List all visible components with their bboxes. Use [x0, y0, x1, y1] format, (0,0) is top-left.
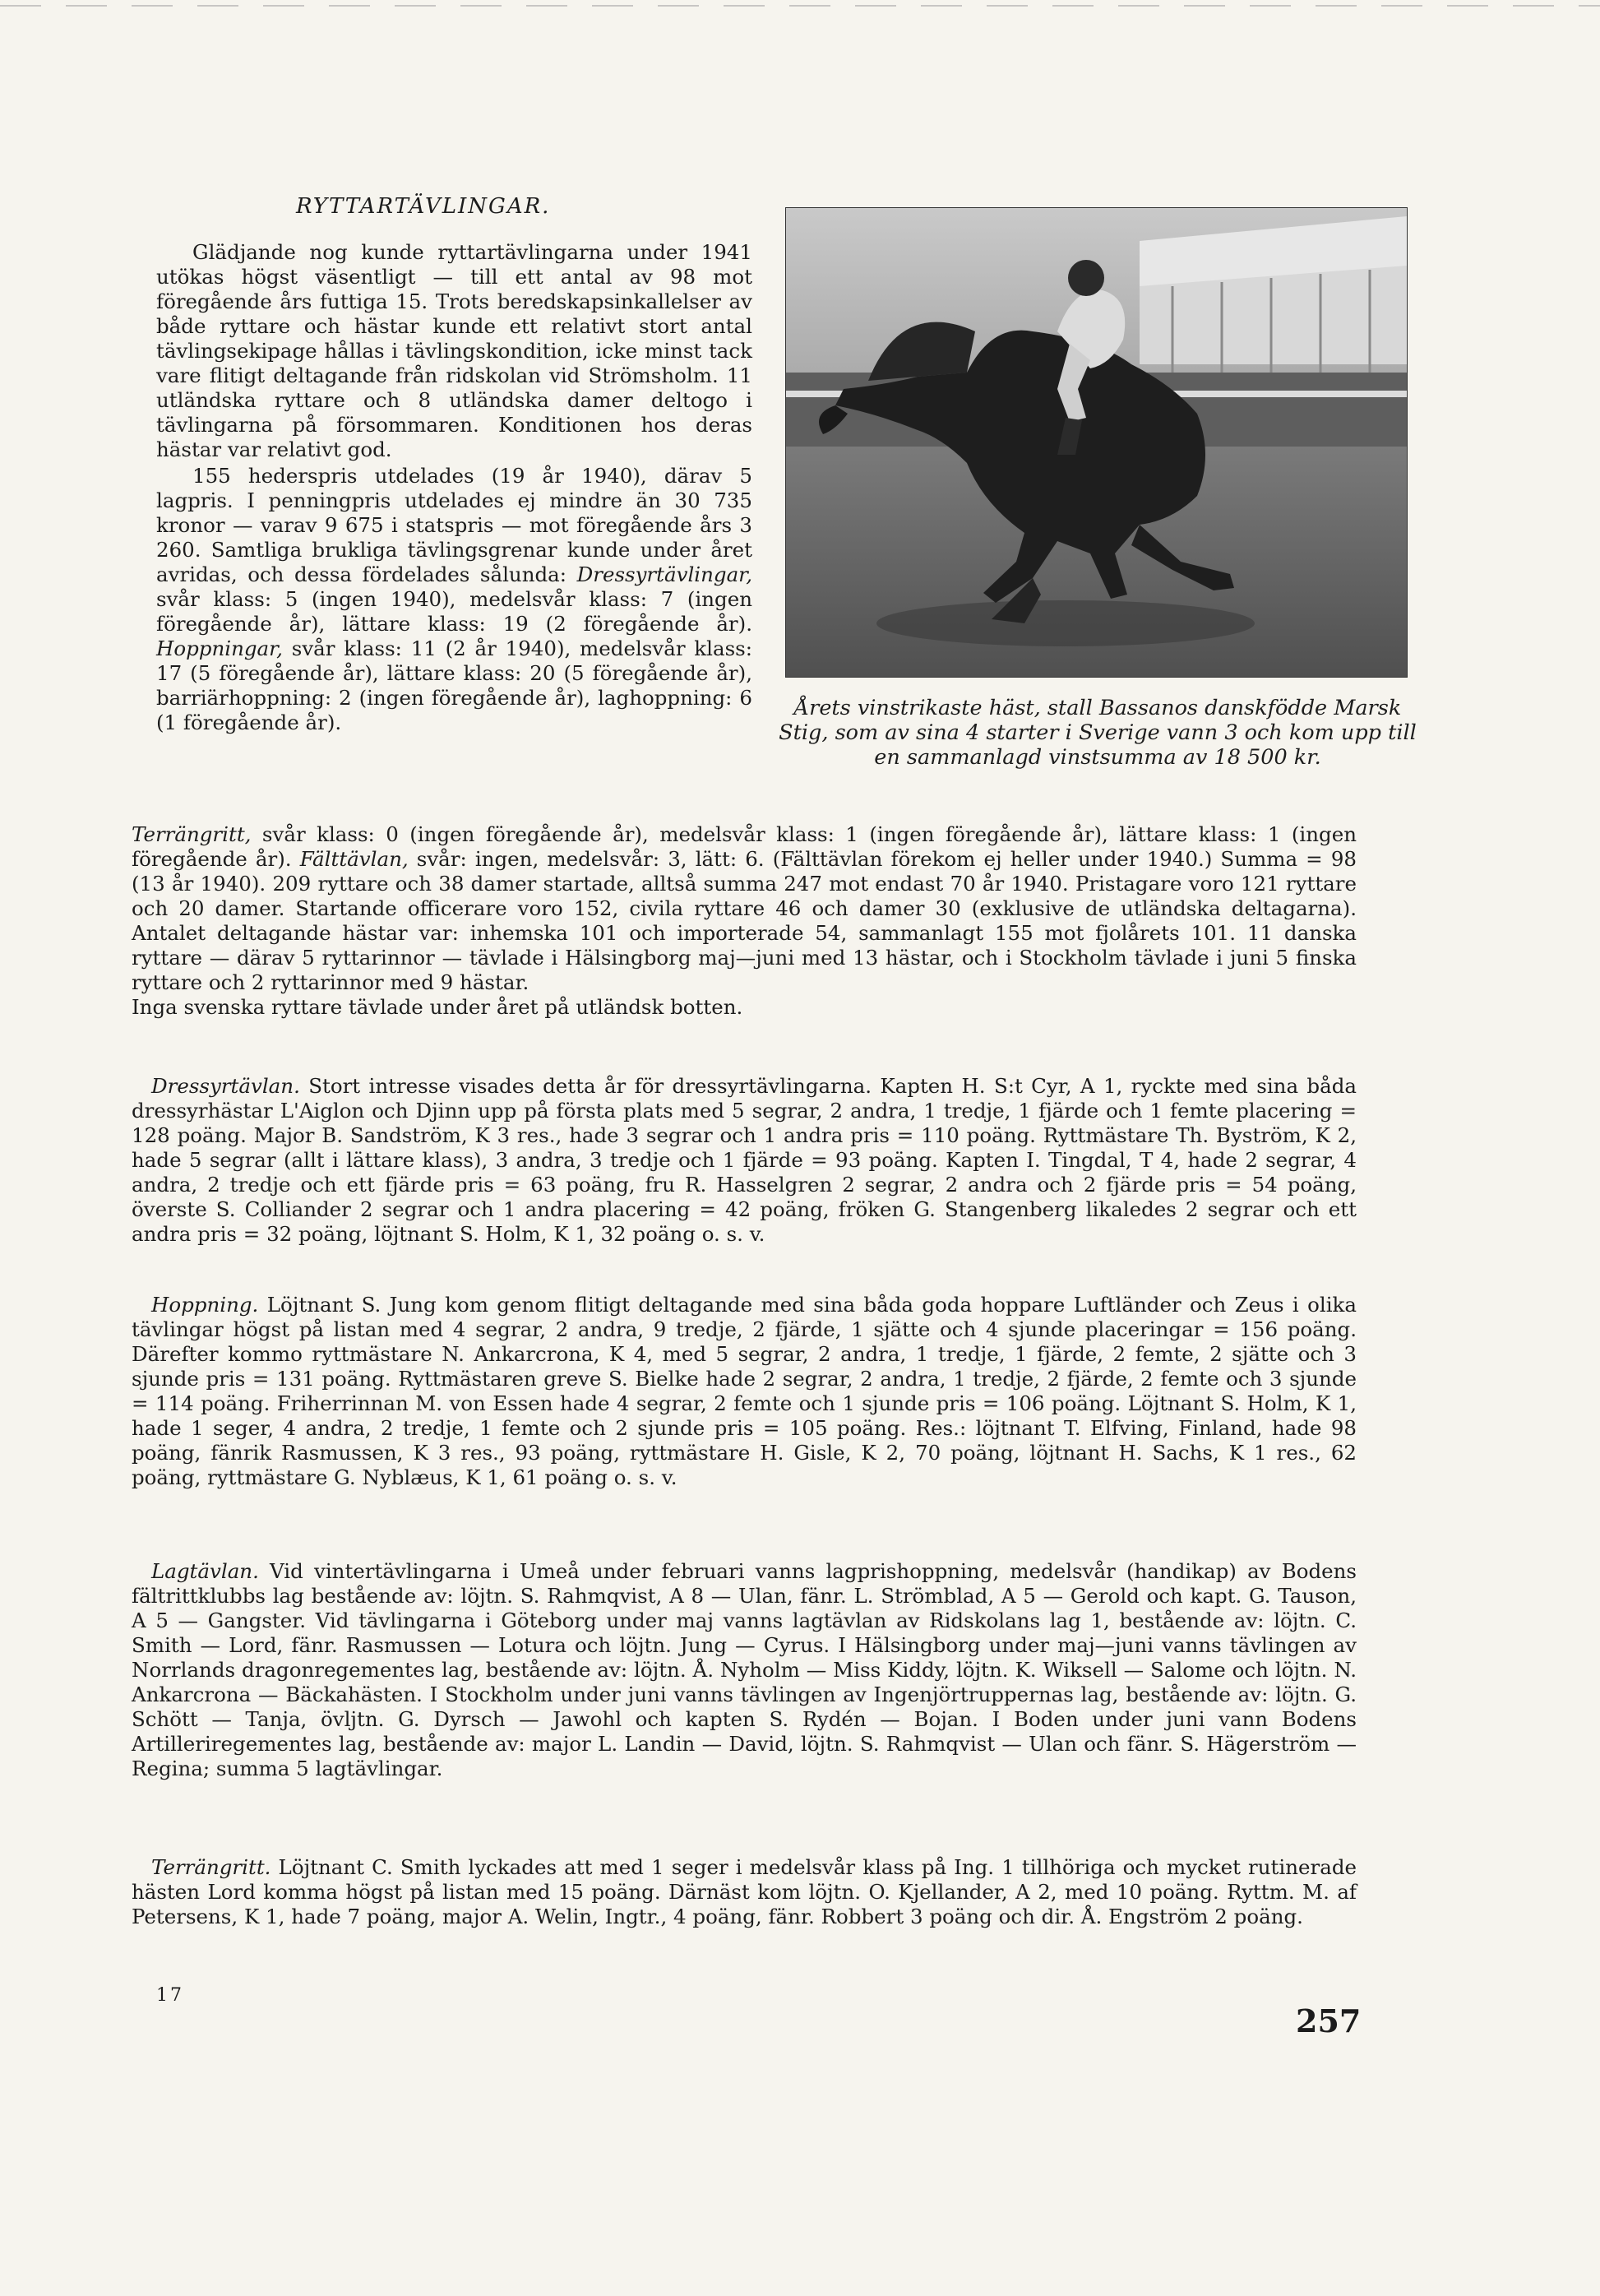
section-heading: RYTTARTÄVLINGAR. — [296, 194, 551, 219]
term-terrangritt: Terrängritt, — [132, 822, 252, 846]
signature-mark: 17 — [156, 1985, 184, 2006]
lagtavlan-title: Lagtävlan. — [151, 1559, 259, 1583]
falttavlan-and-summary: svår: ingen, medelsvår: 3, lätt: 6. (Fälttävlan förekom ej heller under 1940.) Summa = 98 (13 år 1940). 209 ryttare och 38 damer startade, alltså summa 247 mot endast 70 år 1940. Pristagare voro 121 ryttare och 20 damer. Startande officerare voro 152, civila ryttare 46 och damer 30 (exklusive de utländska deltagarna). Antalet deltagande hästar var: inhemska 101 och importerade 54, sammanlagt 155 mot fjolårets 101. 11 danska ryttare — därav 5 ryttarinnor — tävlade i Hälsingborg maj—juni med 13 hästar, och i Stockholm tävlade i juni 5 finska ryttare och 2 ryttarinnor med 9 hästar. — [132, 847, 1357, 994]
term-dressyrtavlingar: Dressyrtävlingar, — [576, 562, 752, 586]
dressyr-section — [132, 1074, 1357, 1247]
horse-photo-image — [786, 208, 1407, 677]
page-number: 257 — [1296, 2002, 1362, 2039]
hoppning-text: Löjtnant S. Jung kom genom flitigt deltagande med sina båda goda hoppare Luftländer och Zeus i olika tävlingar högst på listan med 4 segrar, 2 andra, 9 tredje, 2 fjärde, 1 sjätte och 4 sjunde placeringar = 156 poäng. Därefter kommo ryttmästare N. Ankarcrona, K 4, med 5 segrar, 2 andra, 1 tredje, 1 fjärde, 2 femte, 2 sjätte och 3 sjunde pris = 131 poäng. Ryttmästaren greve S. Bielke hade 2 segrar, 2 andra, 1 tredje, 2 fjärde, 2 femte och 3 sjunde = 114 poäng. Friherrinnan M. von Essen hade 4 segrar, 2 femte och 1 sjunde pris = 106 poäng. Löjtnant S. Holm, K 1, hade 1 seger, 4 andra, 2 tredje, 1 femte och 2 sjunde pris = 105 poäng. Res.: löjtnant T. Elfving, Finland, hade 98 poäng, fänrik Rasmussen, K 3 res., 93 poäng, ryttmästare H. Gisle, K 2, 70 poäng, löjtnant H. Sachs, K 1 res., 62 poäng, ryttmästare G. Nyblæus, K 1, 61 poäng o. s. v. — [132, 1293, 1357, 1489]
horse-photo — [785, 207, 1408, 678]
terrangritt-paragraph — [132, 1855, 1357, 1929]
lagtavlan-section — [132, 1559, 1357, 1781]
hoppning-paragraph — [132, 1293, 1357, 1490]
lagtavlan-paragraph — [132, 1559, 1357, 1781]
lead-paragraph-2-text: 155 hederspris utdelades (19 år 1940), därav 5 lagpris. I penningpris utdelades ej mindre än 30 735 kronor — varav 9 675 i statspris — mot föregående års 3 260. Samtliga brukliga tävlingsgrenar kunde under året avridas, och dessa fördelades sålunda: — [156, 464, 752, 586]
dressyr-title: Dressyrtävlan. — [151, 1074, 300, 1098]
terrangritt-title: Terrängritt. — [151, 1855, 271, 1879]
lead-column — [156, 240, 752, 735]
continuation-paragraph — [132, 822, 1357, 995]
hoppning-counts: svår klass: 11 (2 år 1940), medelsvår klass: 17 (5 föregående år), lättare klass: 20 (5 föregående år), barriärhoppning: 2 (ingen föregående år), laghoppning: 6 (1 föregående år). — [156, 636, 752, 734]
dressyr-text: Stort intresse visades detta år för dressyrtävlingarna. Kapten H. S:t Cyr, A 1, ryckte med sina båda dressyrhästar L'Aiglon och Djinn upp på första plats med 5 segrar, 2 andra, 1 tredje, 1 fjärde och 1 femte placering = 128 poäng. Major B. Sandström, K 3 res., hade 3 segrar och 1 andra pris = 110 poäng. Ryttmästare Th. Byström, K 2, hade 5 segrar (allt i lättare klass), 3 andra, 3 tredje och 1 fjärde = 93 poäng. Kapten I. Tingdal, T 4, hade 2 segrar, 4 andra, 2 tredje och ett fjärde pris = 63 poäng, fru R. Hasselgren 2 segrar, 2 andra och 2 fjärde pris = 54 poäng, överste S. Colliander 2 segrar och 1 andra placering = 42 poäng, fröken G. Stangenberg likaledes 2 segrar och ett andra pris = 32 poäng, löjtnant S. Holm, K 1, 32 poäng o. s. v. — [132, 1074, 1357, 1246]
top-rule — [0, 5, 1600, 7]
photo-caption: Årets vinstrikaste häst, stall Bassanos danskfödde Marsk Stig, som av sina 4 starter i Sverige vann 3 och kom upp till en sammanlagd vinstsumma av 18 500 kr. — [779, 696, 1417, 770]
term-falttavlan: Fälttävlan, — [299, 847, 409, 871]
hoppning-section — [132, 1293, 1357, 1490]
terrangritt-text: Löjtnant C. Smith lyckades att med 1 seger i medelsvår klass på Ing. 1 tillhöriga och mycket rutinerade hästen Lord komma högst på listan med 15 poäng. Därnäst kom löjtn. O. Kjellander, A 2, med 10 poäng. Ryttm. M. af Petersens, K 1, hade 7 poäng, major A. Welin, Ingtr., 4 poäng, fänr. Robbert 3 poäng och dir. Å. Engström 2 poäng. — [132, 1855, 1357, 1928]
foreign-note: Inga svenska ryttare tävlade under året på utländsk botten. — [132, 995, 743, 1019]
lagtavlan-text: Vid vintertävlingarna i Umeå under februari vanns lagprishoppning, medelsvår (handikap) av Bodens fältrittklubbs lag bestående av: löjtn. S. Rahmqvist, A 8 — Ulan, fänr. L. Strömblad, A 5 — Gerold och kapt. G. Tauson, A 5 — Gangster. Vid tävlingarna i Göteborg under maj vanns lagtävlan av Ridskolans lag 1, bestående av: löjtn. C. Smith — Lord, fänr. Rasmussen — Lotura och löjtn. Jung — Cyrus. I Hälsingborg under maj—juni vanns tävlingen av Norrlands dragonregementes lag, bestående av: löjtn. Å. Nyholm — Miss Kiddy, löjtn. K. Wiksell — Salome och löjtn. N. Ankarcrona — Bäckahästen. I Stockholm under juni vanns tävlingen av Ingenjörtruppernas lag, bestående av: löjtn. G. Schött — Tanja, övljtn. G. Dyrsch — Jawohl och kapten S. Rydén — Bojan. I Boden under juni vann Bodens Artilleriregementes lag, bestående av: major L. Landin — David, löjtn. S. Rahmqvist — Ulan och fänr. S. Hägerström — Regina; summa 5 lagtävlingar. — [132, 1559, 1357, 1780]
continuation-block — [132, 822, 1357, 1020]
term-hoppningar: Hoppningar, — [156, 636, 283, 660]
lead-paragraph-1: Glädjande nog kunde ryttartävlingarna under 1941 utökas högst väsentligt — till ett antal av 98 mot föregående års futtiga 15. Trots beredskapsinkallelser av både ryttare och hästar kunde ett relativt stort antal tävlingsekipage hållas i tävlingskondition, icke minst tack vare flitigt deltagande från ridskolan vid Strömsholm. 11 utländska ryttare och 8 utländska damer deltogo i tävlingarna på försommaren. Konditionen hos deras hästar var relativt god. — [156, 240, 752, 461]
hoppning-title: Hoppning. — [151, 1293, 259, 1317]
dressyr-paragraph — [132, 1074, 1357, 1247]
lead-paragraph-2 — [156, 464, 752, 735]
terrangritt-counts: svår klass: 0 (ingen föregående år), medelsvår klass: 1 (ingen föregående år), lättare klass: 1 (ingen föregående år). — [132, 822, 1357, 871]
dressyr-counts: svår klass: 5 (ingen 1940), medelsvår klass: 7 (ingen föregående år), lättare klass: 19 (2 föregående år). — [156, 587, 752, 636]
terrangritt-section — [132, 1855, 1357, 1929]
